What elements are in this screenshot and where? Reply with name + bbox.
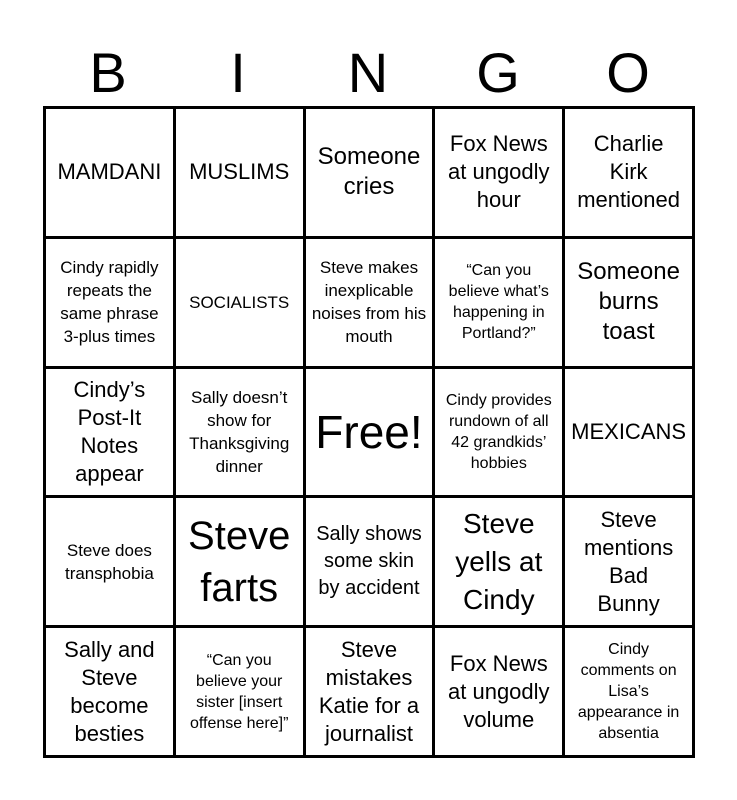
bingo-cell[interactable] <box>176 369 306 499</box>
cell-text: Steve farts <box>188 513 291 610</box>
header-letter-i: I <box>230 41 246 104</box>
cell-text: Steve makes inexplicable noises from his mouth <box>311 258 427 347</box>
bingo-cell[interactable] <box>435 109 565 239</box>
bingo-cell[interactable] <box>435 628 565 758</box>
header-letter-b: B <box>89 41 127 104</box>
cell-text: Steve mistakes Katie for a journalist <box>318 636 420 746</box>
bingo-cell[interactable] <box>176 239 306 369</box>
cell-text: Someone cries <box>317 143 421 201</box>
free-space[interactable] <box>306 369 436 499</box>
bingo-cell[interactable] <box>306 239 436 369</box>
cell-text: Cindy rapidly repeats the same phrase 3-plus times <box>60 258 159 347</box>
bingo-cell[interactable] <box>306 498 436 628</box>
cell-text: MAMDANI <box>57 159 162 185</box>
bingo-cell[interactable] <box>565 628 695 758</box>
bingo-cell[interactable] <box>435 498 565 628</box>
bingo-cell[interactable] <box>46 369 176 499</box>
cell-text: Fox News at ungodly hour <box>448 131 550 213</box>
cell-text: Cindy’s Post-It Notes appear <box>73 376 146 486</box>
cell-text: Cindy comments on Lisa’s appearance in absentia <box>577 641 680 743</box>
cell-text: Sally doesn’t show for Thanksgiving dinner <box>189 387 290 476</box>
bingo-cell[interactable] <box>565 369 695 499</box>
bingo-header <box>43 40 695 106</box>
cell-text: “Can you believe your sister [insert offense here]” <box>189 651 289 732</box>
bingo-board <box>43 106 695 758</box>
bingo-cell[interactable] <box>46 498 176 628</box>
bingo-cell[interactable] <box>565 109 695 239</box>
cell-text: Someone burns toast <box>577 258 680 346</box>
cell-text: Sally shows some skin by accident <box>316 523 422 600</box>
bingo-cell[interactable] <box>306 628 436 758</box>
bingo-cell[interactable] <box>435 239 565 369</box>
header-letter-n: N <box>347 41 389 104</box>
bingo-cell[interactable] <box>46 109 176 239</box>
bingo-cell[interactable] <box>306 109 436 239</box>
bingo-cell[interactable] <box>46 628 176 758</box>
cell-text: SOCIALISTS <box>189 292 290 312</box>
cell-text: Steve mentions Bad Bunny <box>583 506 674 616</box>
bingo-cell[interactable] <box>435 369 565 499</box>
cell-text: Steve does transphobia <box>64 540 154 583</box>
bingo-cell[interactable] <box>565 239 695 369</box>
cell-text: Sally and Steve become besties <box>64 636 155 746</box>
cell-text: Cindy provides rundown of all 42 grandkids’ hobbies <box>445 391 552 472</box>
cell-text: Charlie Kirk mentioned <box>577 131 680 213</box>
header-letter-o: O <box>606 41 650 104</box>
cell-text: MEXICANS <box>571 418 687 444</box>
cell-text: Free! <box>315 405 423 458</box>
bingo-cell[interactable] <box>46 239 176 369</box>
bingo-cell[interactable] <box>565 498 695 628</box>
bingo-cell[interactable] <box>176 109 306 239</box>
cell-text: Fox News at ungodly volume <box>448 650 550 732</box>
cell-text: MUSLIMS <box>189 159 290 185</box>
header-letter-g: G <box>476 41 520 104</box>
bingo-cell[interactable] <box>176 498 306 628</box>
cell-text: Steve yells at Cindy <box>455 507 543 615</box>
cell-text: “Can you believe what’s happening in Portland?” <box>448 262 549 343</box>
bingo-cell[interactable] <box>176 628 306 758</box>
